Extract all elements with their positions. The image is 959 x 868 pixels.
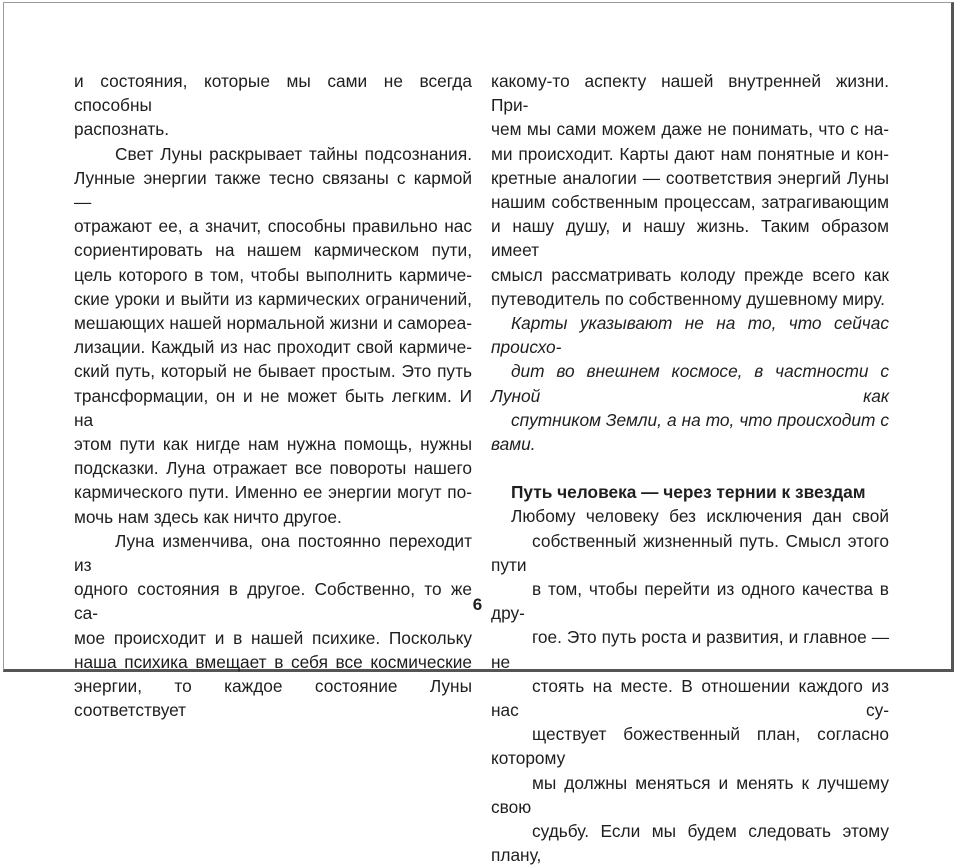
page-number: 6 (472, 595, 483, 614)
book-page (3, 2, 954, 866)
text-line: в том, чтобы перейти из одного качества в дру- (491, 579, 889, 624)
text-line: сориентировать на нашем кармическом пути, (74, 240, 472, 261)
text-line: этом пути как нигде нам нужна помощь, нужны (74, 434, 472, 455)
text-line: ми происходит. Карты дают нам понятные и кон- (491, 143, 889, 164)
text-line: путеводитель по собственному душевному миру. (491, 288, 885, 309)
text-line: собственный жизненный путь. Смысл этого пути (491, 530, 889, 575)
left-column (74, 69, 472, 722)
text-line: отражают ее, а значит, способны правильно нас (74, 216, 472, 237)
text-line: дит во внешнем космосе, в частности с Луной как (491, 361, 889, 406)
text-line: Свет Луны раскрывает тайны подсознания. (115, 143, 472, 164)
text-line: мы должны меняться и менять к лучшему свою (491, 772, 889, 817)
section-paragraph (491, 504, 889, 867)
text-line: лизации. Каждый из нас проходит свой кармиче- (74, 337, 472, 358)
paragraph (74, 142, 472, 529)
text-line: одного состояния в другое. Собственно, то же са- (74, 579, 472, 624)
text-line: и состояния, которые мы сами не всегда способны (74, 71, 472, 116)
right-column (491, 69, 889, 868)
text-line: судьбу. Если мы будем следовать этому плану, (491, 821, 889, 866)
paragraph (74, 529, 472, 723)
text-line: трансформации, он и не может быть легким. И на (74, 385, 472, 430)
text-line: гое. Это путь роста и развития, и главное — не (491, 627, 889, 672)
text-line: мочь нам здесь как ничто другое. (74, 506, 342, 527)
paragraph (74, 69, 472, 142)
text-line: энергии, то каждое состояние Луны соответствует (74, 676, 472, 721)
text-line: нашим собственным процессам, затрагивающим (491, 192, 889, 213)
text-line: спутником Земли, а на то, что происходит с вами. (491, 409, 889, 455)
text-line: стоять на месте. В отношении каждого из нас су- (491, 675, 889, 721)
text-line: наша психика вмещает в себя все космические (74, 651, 472, 672)
text-line: кретные аналогии — соответствия энергий Луны (491, 167, 889, 188)
text-line: Лунные энергии также тесно связаны с кармой — (74, 167, 472, 213)
text-line: ские уроки и выйти из кармических ограничений, (74, 288, 472, 309)
text-line: ществует божественный план, согласно которому (491, 724, 889, 769)
text-line: смысл рассматривать колоду прежде всего как (491, 264, 889, 285)
text-line: мешающих нашей нормальной жизни и самореа- (74, 313, 472, 334)
text-line: чем мы сами можем даже не понимать, что с на- (491, 119, 889, 140)
text-line: какому-то аспекту нашей внутренней жизни. При- (491, 71, 889, 116)
text-line: подсказки. Луна отражает все повороты нашего (74, 458, 472, 479)
text-line: распознать. (74, 119, 170, 140)
text-line: мое происходит и в нашей психике. Поскольку (74, 627, 472, 648)
text-line: и нашу душу, и нашу жизнь. Таким образом имеет (491, 216, 889, 261)
text-line: ский путь, который не бывает простым. Это путь (74, 361, 472, 382)
text-line: Луна изменчива, она постоянно переходит из (74, 530, 472, 576)
text-line: Карты указывают не на то, что сейчас происхо- (491, 313, 889, 358)
text-line: Любому человеку без исключения дан свой (511, 506, 889, 527)
text-line: цель которого в том, чтобы выполнить кармиче- (74, 264, 472, 285)
paragraph-continuation (491, 69, 889, 311)
section-heading: Путь человека — через тернии к звездам (511, 482, 866, 503)
text-line: кармического пути. Именно ее энергии могут по- (74, 482, 472, 503)
italic-paragraph (491, 311, 889, 456)
